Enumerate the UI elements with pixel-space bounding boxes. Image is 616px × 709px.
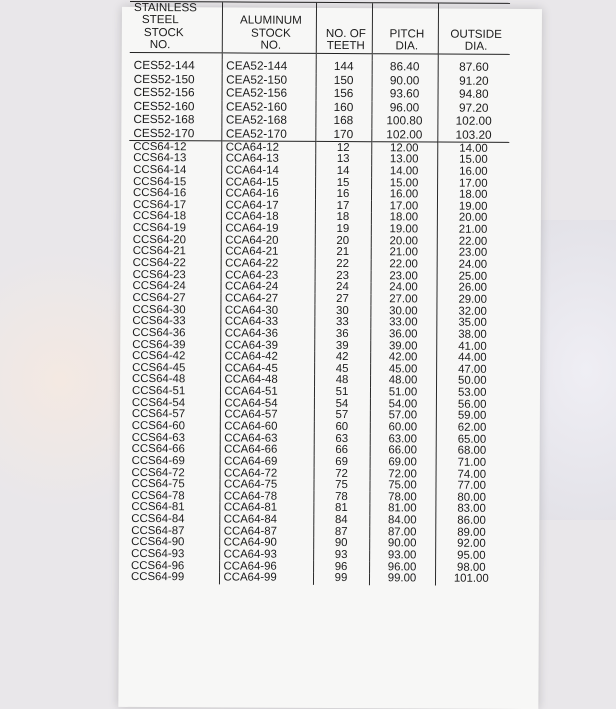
pitch-dia-cell: 42.00 [370,352,436,364]
outside-dia-cell: 87.60 [438,61,510,75]
pitch-dia-cell: 19.00 [371,224,437,236]
pitch-dia-cell: 33.00 [370,317,436,329]
outside-dia-cell: 101.00 [435,573,507,585]
aluminum-stock-no-cell: CCA64-23 [221,270,315,282]
pitch-dia-cell: 81.00 [369,503,435,515]
pitch-dia-cell: 63.00 [370,433,436,445]
pitch-dia-cell: 72.00 [370,468,436,480]
steel-stock-no-cell: CCS64-51 [131,385,186,398]
teeth-cell: 14 [315,165,371,177]
teeth-cell: 19 [315,224,371,236]
pitch-dia-cell: 15.00 [371,177,437,189]
aluminum-stock-no-cell: CCA64-27 [220,293,314,305]
teeth-cell: 96 [313,561,369,573]
steel-stock-no-cell: CCS64-93 [131,548,185,561]
aluminum-stock-no-cell: CCA64-19 [221,223,315,235]
aluminum-stock-no-cell: CCA64-96 [219,561,313,573]
outside-dia-cell: 26.00 [437,282,509,294]
aluminum-stock-no-cell: CCA64-39 [220,339,314,351]
teeth-cell: 30 [314,305,370,317]
pitch-dia-cell: 39.00 [370,340,436,352]
aluminum-stock-no-cell: CCA64-33 [220,316,314,328]
outside-dia-cell: 20.00 [437,213,509,225]
aluminum-stock-no-cell: CCA64-66 [220,444,314,456]
teeth-cell: 12 [315,142,371,154]
teeth-cell: 57 [314,410,370,422]
steel-stock-no-cell: CCS64-69 [131,454,185,468]
header-line: DIA. [464,39,488,53]
teeth-cell: 78 [313,491,369,503]
pitch-dia-cell: 78.00 [369,492,435,504]
pitch-dia-cell: 48.00 [370,375,436,387]
aluminum-stock-no-cell: CCA64-69 [220,456,314,468]
outside-dia-cell: 24.00 [437,259,509,271]
pitch-dia-cell: 86.40 [372,60,438,74]
teeth-cell: 99 [313,573,369,585]
steel-stock-no-cell: CES52-170 [129,127,221,141]
outside-dia-cell: 32.00 [436,306,508,318]
aluminum-stock-no-cell: CCA64-99 [219,572,313,584]
outside-dia-cell: 38.00 [436,329,508,341]
catalog-page [118,0,542,709]
pitch-dia-cell: 66.00 [370,445,436,457]
pitch-dia-cell: 75.00 [369,480,435,492]
header-line: OUTSIDE [450,27,502,41]
outside-dia-cell: 97.20 [437,101,509,115]
outside-dia-cell: 65.00 [436,434,508,446]
outside-dia-cell: 41.00 [436,341,508,353]
aluminum-stock-no-cell: CCA64-78 [219,491,313,503]
pitch-dia-cell: 69.00 [370,457,436,469]
pitch-dia-cell: 18.00 [371,212,437,224]
header-line: TEETH [326,38,365,53]
teeth-cell: 21 [315,247,371,259]
steel-stock-no-cell: CCS64-84 [131,513,185,526]
steel-stock-no-cell: CCS64-19 [132,222,187,235]
column-header-row [130,1,510,54]
aluminum-stock-no-cell: CCA64-14 [221,165,315,177]
steel-stock-no-cell: CCS64-23 [132,268,186,281]
pitch-dia-cell: 14.00 [371,166,437,178]
steel-stock-no-cell: CCS64-30 [132,303,186,316]
steel-stock-no-cell: CCS64-13 [133,152,187,165]
steel-stock-no-cell: CCS64-24 [132,280,186,293]
outside-dia-cell: 74.00 [436,469,508,481]
aluminum-stock-no-cell: CCA64-16 [221,188,315,200]
header-no-of-teeth [316,2,372,53]
gear-spec-table [127,1,510,586]
pitch-dia-cell: 90.00 [369,538,435,550]
teeth-cell: 23 [315,270,371,282]
pitch-dia-cell: 36.00 [370,329,436,341]
pitch-dia-cell: 57.00 [370,410,436,422]
pitch-dia-cell: 45.00 [370,364,436,376]
pitch-dia-cell: 96.00 [371,101,437,115]
teeth-cell: 17 [315,200,371,212]
steel-stock-no-cell: CCS64-17 [132,198,187,212]
outside-dia-cell: 22.00 [437,236,509,248]
header-line: PITCH [389,26,425,41]
header-line: DIA. [395,39,419,53]
steel-stock-no-cell: CCS64-14 [133,163,187,177]
steel-stock-no-cell: CCS64-90 [131,536,185,549]
aluminum-stock-no-cell: CCA64-22 [221,258,315,270]
pitch-dia-cell: 54.00 [370,398,436,410]
header-line: STAINLESS [133,0,197,15]
steel-stock-no-cell: CCS64-72 [131,466,185,479]
aluminum-stock-no-cell: CCA64-57 [220,409,314,421]
teeth-cell: 36 [314,328,370,340]
outside-dia-cell: 29.00 [436,294,508,306]
outside-dia-cell: 56.00 [436,399,508,411]
steel-stock-no-cell: CCS64-81 [131,501,185,514]
pitch-dia-cell: 30.00 [370,305,436,317]
pitch-dia-cell: 90.00 [372,74,438,88]
outside-dia-cell: 59.00 [436,410,508,422]
teeth-cell: 63 [314,433,370,445]
teeth-cell: 66 [314,445,370,457]
table-body [127,141,509,586]
pitch-dia-cell: 21.00 [371,247,437,259]
aluminum-stock-no-cell: CCA64-84 [219,514,313,526]
steel-stock-no-cell: CCS64-36 [132,326,186,340]
steel-stock-no-cell: CCS64-99 [130,571,185,584]
outside-dia-cell: 83.00 [435,504,507,516]
outside-dia-cell: 17.00 [437,178,509,190]
pitch-dia-cell: 16.00 [371,189,437,201]
table-row [128,327,508,341]
header-stainless-steel-stock-no [130,1,222,53]
aluminum-stock-no-cell: CCA64-13 [221,153,315,165]
teeth-cell: 93 [313,550,369,562]
teeth-cell: 16 [315,189,371,201]
aluminum-stock-no-cell: CCA64-81 [219,502,313,514]
teeth-cell: 42 [314,352,370,364]
outside-dia-cell: 50.00 [436,376,508,388]
aluminum-stock-no-cell: CCA64-63 [220,433,314,445]
header-aluminum-stock-no [222,2,316,54]
steel-stock-no-cell: CCS64-15 [133,175,187,188]
header-pitch-dia [372,3,438,55]
aluminum-stock-no-cell: CCA64-54 [220,398,314,410]
aluminum-stock-no-cell: CCA64-17 [221,200,315,212]
steel-stock-no-cell: CCS64-21 [132,245,186,258]
top-rows-group [129,53,509,143]
pitch-dia-cell: 24.00 [371,282,437,294]
table-row [129,127,509,143]
pitch-dia-cell: 93.00 [369,550,435,562]
steel-stock-no-cell: CCS64-63 [131,431,185,444]
pitch-dia-cell: 17.00 [371,201,437,213]
steel-stock-no-cell: CCS64-48 [132,373,186,386]
header-line: NO. [149,37,171,52]
teeth-cell: 60 [314,421,370,433]
teeth-cell: 170 [315,128,371,142]
outside-dia-cell: 23.00 [437,248,509,260]
aluminum-stock-no-cell: CCA64-30 [220,305,314,317]
teeth-cell: 45 [314,363,370,375]
teeth-cell: 48 [314,375,370,387]
aluminum-stock-no-cell: CEA52-150 [222,73,316,87]
steel-stock-no-cell: CES52-144 [133,58,195,73]
teeth-cell: 13 [315,154,371,166]
teeth-cell: 160 [315,101,371,115]
outside-dia-cell: 14.00 [437,142,509,155]
steel-stock-no-cell: CES52-156 [133,85,195,100]
outside-dia-cell: 94.80 [438,88,510,102]
outside-dia-cell: 16.00 [437,166,509,178]
outside-dia-cell: 77.00 [435,480,507,492]
outside-dia-cell: 21.00 [437,224,509,236]
outside-dia-cell: 68.00 [436,445,508,457]
steel-stock-no-cell: CES52-160 [133,98,195,113]
steel-stock-no-cell: CES52-168 [133,112,195,127]
steel-stock-no-cell: CCS64-22 [132,256,186,270]
outside-dia-cell: 91.20 [438,74,510,88]
steel-stock-no-cell: CCS64-12 [133,140,187,153]
table-row [128,420,508,434]
aluminum-stock-no-cell: CEA52-168 [221,114,315,128]
outside-dia-cell: 25.00 [437,271,509,283]
steel-stock-no-cell: CCS64-60 [131,419,186,433]
table-row [128,292,508,306]
teeth-cell: 39 [314,340,370,352]
table-row [127,549,507,563]
outside-dia-cell: 80.00 [435,492,507,504]
steel-stock-no-cell: CCS64-39 [132,338,186,351]
aluminum-stock-no-cell: CCA64-90 [219,537,313,549]
pitch-dia-cell: 102.00 [371,128,437,142]
aluminum-stock-no-cell: CCA64-24 [221,281,315,293]
outside-dia-cell: 89.00 [435,527,507,539]
aluminum-stock-no-cell: CEA52-156 [222,87,316,101]
steel-stock-no-cell: CCS64-27 [132,291,186,305]
header-line: ALUMINUM [239,13,302,28]
teeth-cell: 81 [313,503,369,515]
pitch-dia-cell: 20.00 [371,236,437,248]
teeth-cell: 84 [313,515,369,527]
pitch-dia-cell: 93.60 [372,87,438,101]
outside-dia-cell: 92.00 [435,539,507,551]
outside-dia-cell: 98.00 [435,562,507,574]
teeth-cell: 144 [316,60,372,74]
pitch-dia-cell: 23.00 [371,270,437,282]
aluminum-stock-no-cell: CCA64-60 [220,421,314,433]
steel-stock-no-cell: CCS64-20 [132,233,187,246]
aluminum-stock-no-cell: CCA64-45 [220,363,314,375]
pitch-dia-cell: 12.00 [371,142,437,154]
steel-stock-no-cell: CCS64-54 [131,396,186,409]
outside-dia-cell: 19.00 [437,201,509,213]
teeth-cell: 54 [314,398,370,410]
pitch-dia-cell: 27.00 [370,294,436,306]
steel-stock-no-cell: CCS64-78 [131,489,185,503]
aluminum-stock-no-cell: CCA64-18 [221,211,315,223]
aluminum-stock-no-cell: CCA64-15 [221,177,315,189]
steel-stock-no-cell: CCS64-75 [131,478,185,491]
aluminum-stock-no-cell: CEA52-144 [222,60,316,74]
header-line: STOCK [143,25,184,39]
teeth-cell: 24 [315,282,371,294]
teeth-cell: 15 [315,177,371,189]
teeth-cell: 69 [314,456,370,468]
outside-dia-cell: 71.00 [436,457,508,469]
outside-dia-cell: 62.00 [436,422,508,434]
teeth-cell: 72 [314,468,370,480]
table-row [129,164,509,178]
aluminum-stock-no-cell: CEA52-160 [221,100,315,114]
steel-stock-no-cell: CCS64-96 [131,559,185,572]
teeth-cell: 90 [313,538,369,550]
steel-stock-no-cell: CCS64-57 [131,408,186,421]
aluminum-stock-no-cell: CCA64-42 [220,351,314,363]
steel-stock-no-cell: CCS64-16 [132,187,187,200]
outside-dia-cell: 95.00 [435,550,507,562]
pitch-dia-cell: 51.00 [370,387,436,399]
steel-stock-no-cell: CCS64-66 [131,443,185,456]
teeth-cell: 20 [315,235,371,247]
aluminum-stock-no-cell: CCA64-75 [219,479,313,491]
teeth-cell: 27 [314,293,370,305]
steel-stock-no-cell: CCS64-87 [131,524,185,538]
outside-dia-cell: 35.00 [436,317,508,329]
steel-stock-no-cell: CCS64-45 [132,361,186,375]
aluminum-stock-no-cell: CCA64-51 [220,386,314,398]
aluminum-stock-no-cell: CCA64-72 [220,468,314,480]
outside-dia-cell: 86.00 [435,515,507,527]
aluminum-stock-no-cell: CCA64-12 [221,141,315,154]
outside-dia-cell: 102.00 [437,115,509,129]
pitch-dia-cell: 87.00 [369,527,435,539]
pitch-dia-cell: 99.00 [369,573,435,585]
steel-stock-no-cell: CCS64-42 [132,350,186,363]
outside-dia-cell: 15.00 [437,154,509,166]
aluminum-stock-no-cell: CCA64-87 [219,526,313,538]
table-row [127,514,507,528]
outside-dia-cell: 18.00 [437,189,509,201]
teeth-cell: 51 [314,387,370,399]
outside-dia-cell: 47.00 [436,364,508,376]
teeth-cell: 168 [315,114,371,128]
pitch-dia-cell: 100.80 [371,114,437,128]
header-line: NO. [260,38,282,52]
steel-stock-no-cell: CCS64-18 [132,210,187,223]
teeth-cell: 22 [315,259,371,271]
aluminum-stock-no-cell: CCA64-93 [219,549,313,561]
steel-stock-no-cell: CES52-150 [133,71,195,86]
aluminum-stock-no-cell: CCA64-48 [220,374,314,386]
teeth-cell: 18 [315,212,371,224]
header-line: NO. OF [325,26,366,40]
header-line: STEEL [141,13,179,27]
pitch-dia-cell: 96.00 [369,561,435,573]
outside-dia-cell: 103.20 [437,128,509,142]
pitch-dia-cell: 60.00 [370,422,436,434]
aluminum-stock-no-cell: CCA64-36 [220,328,314,340]
header-line: STOCK [250,26,291,40]
teeth-cell: 150 [316,74,372,88]
teeth-cell: 156 [316,87,372,101]
pitch-dia-cell: 84.00 [369,515,435,527]
outside-dia-cell: 53.00 [436,387,508,399]
header-outside-dia [438,3,510,55]
steel-stock-no-cell: CCS64-33 [132,315,186,328]
outside-dia-cell: 44.00 [436,352,508,364]
aluminum-stock-no-cell: CCA64-21 [221,246,315,258]
aluminum-stock-no-cell: CCA64-20 [221,235,315,247]
teeth-cell: 75 [313,480,369,492]
teeth-cell: 87 [313,526,369,538]
pitch-dia-cell: 22.00 [371,259,437,271]
pitch-dia-cell: 13.00 [371,154,437,166]
table-row [127,572,507,586]
teeth-cell: 33 [314,317,370,329]
aluminum-stock-no-cell: CEA52-170 [221,127,315,141]
